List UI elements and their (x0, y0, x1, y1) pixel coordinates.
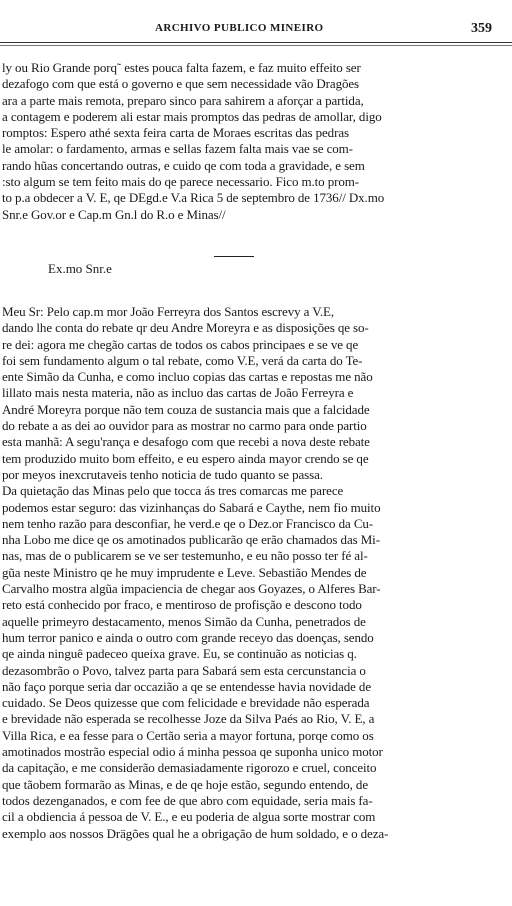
text-line: que tãobem formarão as Minas, e de qe hoje estão, segundo entendo, de (2, 776, 369, 792)
text-line: cil a obdiencia á pessoa de V. E., e eu poderia de algua sorte mostrar com (2, 809, 376, 825)
text-line: to p.a obdecer a V. E, qe DEgd.e V.a Rica 5 de septembro de 1736// Dx.mo (2, 190, 385, 206)
text-line: qe ainda ninguê padeceo queixa grave. Eu, se continuão as noticias q. (2, 646, 357, 662)
text-line: rando hũas concertando outras, e cuido qe com toda a gravidade, e sem (2, 157, 365, 173)
text-line: Snr.e Gov.or e Cap.m Gn.l do R.o e Minas// (2, 206, 226, 222)
text-line: dando lhe conta do rebate qr deu Andre Moreyra e as disposições qe so- (2, 320, 369, 336)
text-line: Da quietação das Minas pelo que tocca ás tres comarcas me parece (2, 483, 344, 499)
text-line: nas, mas de o publicarem se ve ser testemunho, e eu não posso ter fé al- (2, 548, 368, 564)
text-line: gũa neste Ministro qe he muy imprudente e Leve. Sebastião Mendes de (2, 564, 367, 580)
text-line: nem tenho razão para desconfiar, he verd.e qe o Dez.or Francisco da Cu- (2, 515, 374, 531)
text-line: André Moreyra porque não tem couza de sustancia mais que a falcidade (2, 401, 370, 417)
text-line: ly ou Rio Grande porq˜ estes pouca falta fazem, e faz muito effeito ser (2, 60, 361, 75)
text-line: a contagem e poderem ali estar mais promptos das pedras de amollar, digo (2, 108, 382, 124)
text-line: dezafogo com que está o governo e que sem necessidade vão Dragões (2, 76, 359, 92)
text-line: esta manhã: A segu'rança e desafogo com que recebi a nova deste rebate (2, 434, 370, 450)
text-line: exemplo aos nossos Drägões qual he a obrigação de hum soldado, e o deza- (2, 825, 389, 841)
text-line: foi sem fundamento algum o tal rebate, como V.E, verá da carta do Te- (2, 352, 363, 368)
text-line: Meu Sr: Pelo cap.m mor João Ferreyra dos Santos escrevy a V.E, (2, 304, 334, 319)
running-head: ARCHIVO PUBLICO MINEIRO (155, 22, 324, 34)
text-line: do rebate a as dei ao ouvidor para as mostrar no carmo para onde partio (2, 418, 367, 434)
section-divider (214, 256, 254, 257)
text-line: lillato mais nesta materia, não as incluo das cartas de João Ferreyra e (2, 385, 354, 401)
text-line: aquelle primeyro destacamento, menos Simão da Cunha, penetrados de (2, 613, 366, 629)
page-header (0, 22, 512, 40)
text-line: ara a parte mais remota, preparo sinco para sahirem a aforçar a partida, (2, 92, 364, 108)
text-line: Villa Rica, e ea fesse para o Certão seria a mayor fortuna, porqe como os (2, 727, 374, 743)
text-line: reto está conhecido por fraco, e mentiroso de profisção e descono todo (2, 597, 362, 613)
text-line: dezasombrão o Povo, talvez parta para Sabará sem esta cercunstancia o (2, 662, 366, 678)
letter-2-body (0, 304, 512, 842)
header-rule (0, 42, 512, 46)
text-line: Carvalho mostra algũa impaciencia de chegar aos Goyazes, o Alferes Bar- (2, 581, 381, 597)
text-line: romptos: Espero athé sexta feira carta de Moraes escritas das pedras (2, 125, 349, 141)
text-line: podemos estar seguro: das vizinhanças do Sabará e Caythe, nem fio muito (2, 499, 381, 515)
text-line: todos dezenganados, e com fee de que abro com equidade, seria mais fa- (2, 792, 373, 808)
text-line: não faço porque seria dar occazião a qe se entendesse havia novidade de (2, 678, 371, 694)
text-line: :sto algum se tem feito mais do qe parece necessario. Fico m.to prom- (2, 174, 359, 190)
text-line: cuidado. Se Deos quizesse que com felicidade e brevidade não esperada (2, 695, 370, 711)
text-line: re dei: agora me chegão cartas de todos os cabos principaes e se ve qe (2, 336, 359, 352)
text-line: e brevidade não esperada se recolhesse Joze da Silva Paés ao Rio, V. E, a (2, 711, 375, 727)
page-number: 359 (471, 21, 492, 36)
text-line: por meyos inexcrutaveis tenho noticia de tudo quanto se passa. (2, 466, 323, 482)
text-line: hum terror panico e ainda o outro com grande receyo das doenças, sendo (2, 629, 374, 645)
salutation: Ex.mo Snr.e (48, 261, 112, 276)
text-line: nha Lobo me dice qe os amotinados publicarão qe erão chamados das Mi- (2, 532, 380, 548)
text-line: amotinados mostrão especial odio á minha pessoa qe suponha unico motor (2, 744, 383, 760)
text-line: le amolar: o fardamento, armas e sellas fazem falta mais vae se com- (2, 141, 353, 157)
text-line: da capitação, e me considerão demasiadamente rigorozo e cruel, conceito (2, 760, 377, 776)
letter-1-body (0, 60, 512, 223)
text-line: tem produzido muito bom effeito, e eu espero ainda mayor crendo se qe (2, 450, 369, 466)
text-line: ente Simão da Cunha, e como incluo copias das cartas e repostas me não (2, 369, 373, 385)
